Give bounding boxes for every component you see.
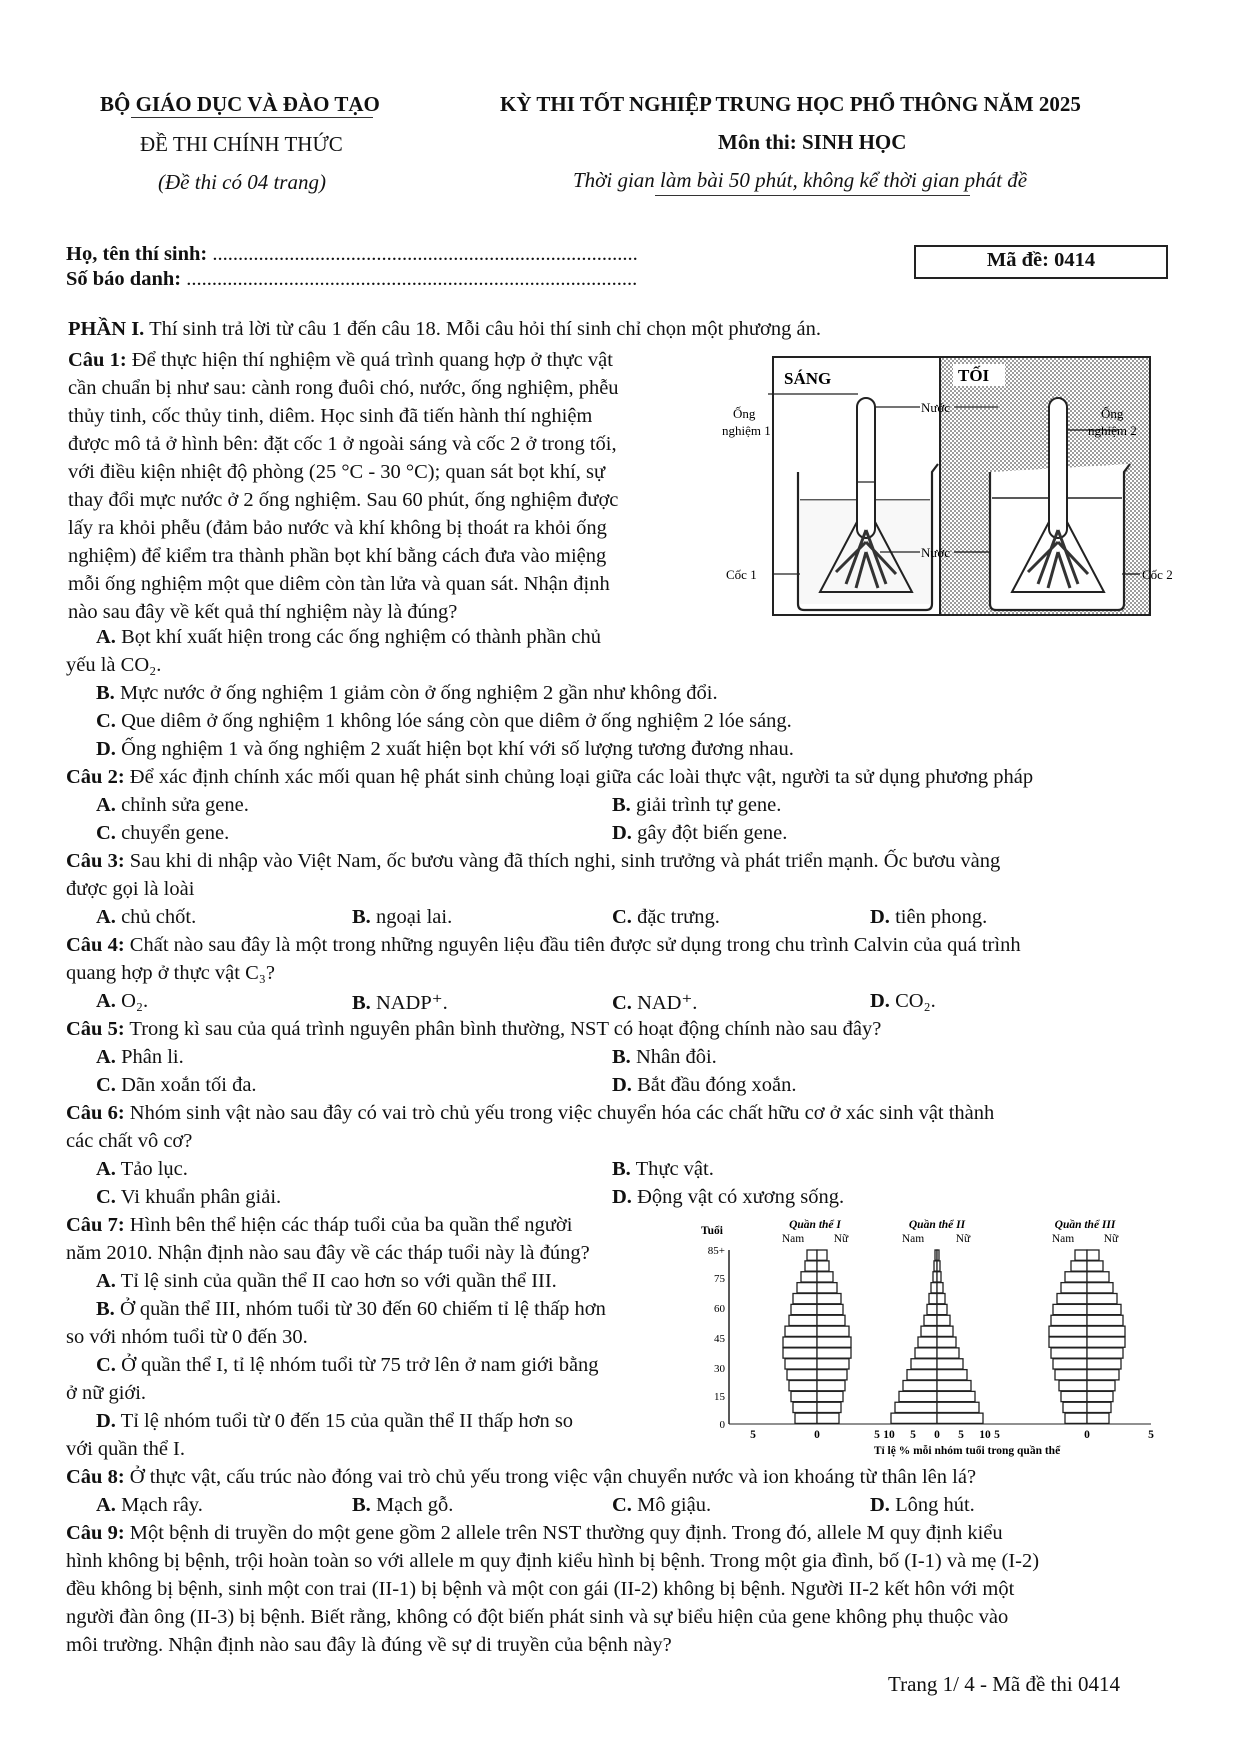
ministry-underline [131,117,373,118]
q1-line-9: nào sau đây về kết quả thí nghiệm này là đúng? [68,601,458,623]
pyramid-bar [817,1283,837,1293]
pyramid-bar [1087,1261,1103,1271]
pyramid-bar [785,1326,817,1336]
q7-stem [66,1214,572,1237]
q8-stem [66,1466,976,1489]
pyramid-bar [1071,1261,1087,1271]
pyramid-bar [817,1294,841,1304]
pyramid-bar [937,1250,939,1260]
q5-label: Câu 5: [66,1018,125,1040]
q2-option-b: B. giải trình tự gene. [612,794,782,816]
q1-line-2: thủy tinh, cốc thủy tinh, diêm. Học sinh đã tiến hành thí nghiệm [68,405,593,427]
q1-line-5: thay đổi mực nước ở 2 ống nghiệm. Sau 60 phút, ống nghiệm được [68,489,619,511]
pyramid-bar [1087,1294,1117,1304]
pyramid-bar [1065,1413,1087,1423]
pyramid-I [783,1250,851,1423]
pyramid-bar [789,1315,817,1325]
q8-option-d: D. Lông hút. [870,1494,975,1516]
q6-option-b: B. Thực vật. [612,1158,714,1180]
water-label-top: Nước [921,400,951,415]
pyramid-bar [785,1359,817,1369]
q9-stem [66,1522,1003,1545]
pyramid-bar [787,1370,817,1380]
q9-line-3: người đàn ông (II-3) bị bệnh. Biết rằng, không có đột biến phát sinh và sự biểu hiện của gene không phụ thuộc vào [66,1606,1009,1628]
q4-stem [66,934,1021,957]
pyramid-bar [1065,1272,1087,1282]
pyramid-bar [817,1315,845,1325]
pyramid-bar [1049,1337,1087,1347]
exam-title: KỲ THI TỐT NGHIỆP TRUNG HỌC PHỔ THÔNG NĂM 2025 [500,92,1081,116]
age-tick: 30 [714,1363,725,1375]
pyramid-bar [921,1326,937,1336]
x-tick: 10 [883,1429,895,1441]
q1-option-b-text: Mực nước ở ống nghiệm 1 giảm còn ở ống nghiệm 2 gần như không đổi. [114,682,718,704]
cup2-label: Cốc 2 [1142,567,1173,582]
candidate-id-dots: ........................................................................................ [186,268,638,290]
male-label-2: Nam [901,1233,925,1245]
x-ticks [729,1424,1154,1441]
pyramid-bar [817,1326,849,1336]
q9-line-2: đều không bị bệnh, sinh một con trai (II-1) bị bệnh và một con gái (II-2) không bị bệnh. Người II-2 kết hôn với một [66,1578,1015,1600]
pyramid-bar [931,1283,937,1293]
pyramid-bar [1087,1272,1109,1282]
pyramid-bar [1087,1315,1123,1325]
q2-option-d: D. gây đột biến gene. [612,822,788,844]
q1-line-6: lấy ra khỏi phễu (đảm bảo nước và khí không bị thoát ra khỏi ống [68,517,607,539]
part1-text: Thí sinh trả lời từ câu 1 đến câu 18. Mỗi câu hỏi thí sinh chỉ chọn một phương án. [144,318,821,340]
q9-label: Câu 9: [66,1522,125,1544]
q6-stem [66,1102,994,1125]
age-tick: 85+ [707,1245,725,1257]
light-label: SÁNG [784,369,832,388]
pyramid-bar [1087,1381,1115,1391]
q3-stem [66,850,1000,873]
pyramid-bar [791,1304,817,1314]
pyramid-bar [1051,1315,1087,1325]
pyramid-bar [1049,1326,1087,1336]
x-tick: 10 [979,1429,991,1441]
pyramid-bar [1087,1413,1109,1423]
q7-option-d-cont: với quần thể I. [66,1438,186,1460]
water-label-bottom: Nước [921,545,951,560]
q4-option-a: A. O₂. [96,990,149,1012]
q1-option-a [96,626,601,649]
pyramid-bar [899,1391,937,1401]
q2-option-a: A. chỉnh sửa gene. [96,794,249,816]
pyramid-bar [918,1337,937,1347]
pyramid-bar [937,1391,975,1401]
x-tick: 5 [994,1429,1000,1441]
candidate-name-row [66,240,638,268]
q7-option-a: A. Tỉ lệ sinh của quần thể II cao hơn so với quần thể III. [96,1270,557,1292]
pyramid-bar [937,1381,971,1391]
q5-text: Trong kì sau của quá trình nguyên phân bình thường, NST có hoạt động chính nào sau đây? [124,1018,882,1040]
female-label-3: Nữ [1103,1233,1119,1245]
pyramid-bar [817,1304,843,1314]
part1-instructions [68,318,821,341]
pyramid-bar [817,1391,843,1401]
q2-text: Để xác định chính xác mối quan hệ phát sinh chủng loại giữa các loài thực vật, người ta sử dụng phương pháp [124,766,1034,788]
q1-option-a-cont: yếu là CO₂. [66,654,162,676]
q7-stem-cont: năm 2010. Nhận định nào sau đây về các tháp tuổi này là đúng? [66,1242,590,1264]
q2-option-c: C. chuyển gene. [96,822,230,844]
q6-option-a: A. Tảo lục. [96,1158,188,1180]
pyramid-bar [937,1315,950,1325]
pyramid-bar [1087,1359,1121,1369]
q8-option-c: C. Mô giậu. [612,1494,712,1516]
pyramid-bar [937,1359,963,1369]
q3-option-b: B. ngoại lai. [352,906,453,928]
q8-label: Câu 8: [66,1466,125,1488]
pop-title-3: Quần thể III [1054,1219,1116,1231]
pyramid-bar [1087,1304,1121,1314]
photosynthesis-experiment-figure [722,352,1173,620]
q7-text: Hình bên thể hiện các tháp tuổi của ba quần thể người [124,1214,573,1236]
official-label: ĐỀ THI CHÍNH THỨC [140,132,343,156]
q7-option-b-cont: so với nhóm tuổi từ 0 đến 30. [66,1326,308,1348]
q8-option-b: B. Mạch gỗ. [352,1494,454,1516]
pyramid-bar [793,1402,817,1412]
pyramid-bar [1087,1250,1099,1260]
pyramid-bar [903,1381,937,1391]
q8-text: Ở thực vật, cấu trúc nào đóng vai trò chủ yếu trong việc vận chuyển nước và ion khoáng từ thân lên lá? [124,1466,977,1488]
age-ticks [708,1245,726,1431]
pyramid-bar [795,1413,817,1423]
q6-option-d: D. Động vật có xương sống. [612,1186,845,1208]
pyramid-bar [927,1304,937,1314]
x-tick: 0 [934,1429,940,1441]
pyramid-bar [1061,1283,1087,1293]
pop-title-2: Quần thể II [908,1219,966,1231]
pyramid-bar [1087,1391,1113,1401]
part1-label: PHẦN I. [68,318,145,340]
q1-line-0: Để thực hiện thí nghiệm về quá trình quang hợp ở thực vật [126,349,613,371]
q4-stem-cont: quang hợp ở thực vật C₃? [66,962,276,984]
pyramid-bar [1053,1304,1087,1314]
q3-label: Câu 3: [66,850,125,872]
subject: Môn thi: SINH HỌC [718,130,907,154]
pyramid-bar [817,1250,827,1260]
q9-line-1: hình không bị bệnh, trội hoàn toàn so với allele m quy định kiểu hình bị bệnh. Trong một gia đình, bố (I-1) và mẹ (I-2) [66,1550,1040,1572]
male-label-1: Nam [781,1233,805,1245]
exam-time: Thời gian làm bài 50 phút, không kể thời gian phát đề [573,168,1028,192]
q7-option-c-cont: ở nữ giới. [66,1382,147,1404]
pyramid-bar [805,1261,817,1271]
tube1-label-a: Ống [733,406,756,421]
q7-option-c: C. Ở quần thể I, tỉ lệ nhóm tuổi từ 75 trở lên ở nam giới bằng [96,1354,599,1376]
female-label-1: Nữ [833,1233,849,1245]
age-tick: 15 [714,1391,725,1403]
candidate-id-row [66,265,637,293]
pyramid-bar [817,1261,829,1271]
q9-line-4: môi trường. Nhận định nào sau đây là đúng về sự di truyền của bệnh này? [66,1634,672,1656]
q1-option-a-label: A. [96,626,116,648]
q5-option-d: D. Bắt đầu đóng xoắn. [612,1074,797,1096]
pyramid-bar [1059,1381,1087,1391]
page-count: (Đề thi có 04 trang) [158,170,326,194]
pyramid-bar [807,1250,817,1260]
q6-text: Nhóm sinh vật nào sau đây có vai trò chủ yếu trong việc chuyển hóa các chất hữu cơ ở xác sinh vật thành [124,1102,995,1124]
page-footer: Trang 1/ 4 - Mã đề thi 0414 [888,1672,1120,1696]
q1-option-c-text: Que diêm ở ống nghiệm 1 không lóe sáng còn que diêm ở ống nghiệm 2 lóe sáng. [115,710,792,732]
q6-stem-cont: các chất vô cơ? [66,1130,193,1152]
q1-option-d-text: Ống nghiệm 1 và ống nghiệm 2 xuất hiện bọt khí với số lượng tương đương nhau. [115,738,794,760]
q4-option-b: B. NADP⁺. [352,992,448,1014]
q1-line-3: được mô tả ở hình bên: đặt cốc 1 ở ngoài sáng và cốc 2 ở trong tối, [68,433,617,455]
q2-label: Câu 2: [66,766,125,788]
q4-option-d: D. CO₂. [870,990,936,1012]
age-pyramids-figure [695,1216,1155,1456]
pyramid-bar [911,1359,937,1369]
q3-option-c: C. đặc trưng. [612,906,720,928]
pyramid-bar [817,1337,851,1347]
pyramid-bar [937,1337,956,1347]
q4-label: Câu 4: [66,934,125,956]
ministry-name: BỘ GIÁO DỤC VÀ ĐÀO TẠO [100,92,380,116]
tube1-label-b: nghiệm 1 [722,423,771,438]
pyramid-bar [924,1315,937,1325]
q3-text: Sau khi di nhập vào Việt Nam, ốc bươu vàng đã thích nghi, sinh trưởng và phát triển mạnh. Ốc bươu vàng [124,850,1001,872]
age-tick: 45 [714,1333,725,1345]
male-label-3: Nam [1051,1233,1075,1245]
pyramid-bar [937,1370,967,1380]
pyramid-bar [1051,1348,1087,1358]
pyramid-bar [793,1294,817,1304]
q7-option-b: B. Ở quần thể III, nhóm tuổi từ 30 đến 60 chiếm tỉ lệ thấp hơn [96,1298,606,1320]
x-tick: 0 [814,1429,820,1441]
pyramid-bar [937,1283,943,1293]
candidate-name-dots: ................................................................................... [212,243,638,265]
pyramid-bar [1087,1402,1111,1412]
pyramid-bar [915,1348,937,1358]
x-tick: 5 [910,1429,916,1441]
pyramid-bar [937,1294,945,1304]
pyramid-bar [1087,1348,1123,1358]
pyramid-bar [783,1348,817,1358]
q1-stem [68,346,728,626]
q1-option-d-label: D. [96,738,116,760]
pyramid-bar [937,1272,941,1282]
q1-option-d [96,738,794,761]
q6-label: Câu 6: [66,1102,125,1124]
pyramid-bar [891,1413,937,1423]
q1-line-8: mỗi ống nghiệm một que diêm còn tàn lửa và quan sát. Nhận định [68,573,610,595]
q5-stem [66,1018,881,1041]
cup1-label: Cốc 1 [726,567,757,582]
q4-text: Chất nào sau đây là một trong những nguyên liệu đầu tiên được sử dụng trong chu trình Calvin của quá trình [124,934,1021,956]
pyramid-bar [937,1304,947,1314]
pyramid-bar [907,1370,937,1380]
pyramid-bar [789,1381,817,1391]
q9-line-0: Một bệnh di truyền do một gene gồm 2 allele trên NST thường quy định. Trong đó, allele M quy định kiểu [124,1522,1003,1544]
age-axis-label: Tuổi [701,1225,723,1237]
x-axis-title: Tỉ lệ % mỗi nhóm tuổi trong quần thể [873,1445,1061,1457]
pyramid-bar [801,1272,817,1282]
x-tick: 5 [874,1429,880,1441]
pyramid-bar [937,1326,953,1336]
q5-option-b: B. Nhân đôi. [612,1046,717,1068]
q3-option-a: A. chủ chốt. [96,906,197,928]
pyramid-bar [783,1337,817,1347]
pyramid-bar [1087,1337,1125,1347]
q1-option-b [96,682,718,705]
pyramid-bar [937,1348,959,1358]
q3-stem-cont: được gọi là loài [66,878,195,900]
q8-option-a: A. Mạch rây. [96,1494,203,1516]
q7-option-d: D. Tỉ lệ nhóm tuổi từ 0 đến 15 của quần thể II thấp hơn so [96,1410,574,1432]
q1-line-1: cần chuẩn bị như sau: cành rong đuôi chó, nước, ống nghiệm, phễu [68,377,619,399]
pyramid-bar [1075,1250,1087,1260]
x-tick: 5 [1148,1429,1154,1441]
pyramid-bar [1057,1294,1087,1304]
pyramid-bar [937,1413,983,1423]
dark-label: TỐI [958,366,990,385]
exam-code: Mã đề: 0414 [986,249,1096,271]
q1-option-c [96,710,792,733]
q1-line-7: nghiệm) để kiểm tra thành phần bọt khí bằng cách đưa vào miệng [68,545,607,567]
q6-option-c: C. Vi khuẩn phân giải. [96,1186,282,1208]
x-tick: 5 [750,1429,756,1441]
pyramid-bar [1055,1370,1087,1380]
age-tick: 60 [714,1303,725,1315]
pyramid-bar [895,1402,937,1412]
q1-option-a-text: Bọt khí xuất hiện trong các ống nghiệm có thành phần chủ [115,626,601,648]
q7-label: Câu 7: [66,1214,125,1236]
pyramid-III [1049,1250,1125,1423]
x-tick: 5 [958,1429,964,1441]
pyramid-bar [937,1261,940,1271]
time-underline [655,195,970,196]
pyramid-bar [817,1359,849,1369]
q1-line-4: với điều kiện nhiệt độ phòng (25 °C - 30 °C); quan sát bọt khí, sự [68,461,606,483]
x-tick: 0 [1084,1429,1090,1441]
pyramid-bar [817,1272,833,1282]
pyramid-bar [791,1391,817,1401]
age-tick: 0 [719,1419,725,1431]
pyramid-bar [1087,1370,1119,1380]
pyramid-bar [817,1348,851,1358]
pop-title-1: Quần thể I [789,1219,841,1231]
pyramid-bar [1063,1402,1087,1412]
q3-option-d: D. tiên phong. [870,906,988,928]
pyramid-bar [817,1370,847,1380]
q1-option-c-label: C. [96,710,116,732]
exam-code-box [914,245,1168,279]
tube2-label-b: nghiệm 2 [1088,423,1137,438]
q4-option-c: C. NAD⁺. [612,992,698,1014]
q1-option-b-label: B. [96,682,115,704]
pyramid-bar [817,1413,839,1423]
pyramid-bar [817,1381,845,1391]
pyramid-bar [1087,1326,1125,1336]
candidate-id-label: Số báo danh: [66,268,182,290]
tube2-label-a: Ống [1101,406,1124,421]
q5-option-c: C. Dãn xoắn tối đa. [96,1074,257,1096]
candidate-name-label: Họ, tên thí sinh: [66,243,208,265]
q2-stem [66,766,1033,789]
pyramid-bar [937,1402,979,1412]
pyramid-II [891,1250,983,1423]
pyramid-bar [1053,1359,1087,1369]
q1-label: Câu 1: [68,349,127,371]
pyramid-bar [1087,1283,1113,1293]
female-label-2: Nữ [955,1233,971,1245]
pyramid-bar [929,1294,937,1304]
age-tick: 75 [714,1273,725,1285]
pyramid-bar [1061,1391,1087,1401]
pyramid-bar [817,1402,841,1412]
pyramid-bar [797,1283,817,1293]
q5-option-a: A. Phân li. [96,1046,184,1068]
